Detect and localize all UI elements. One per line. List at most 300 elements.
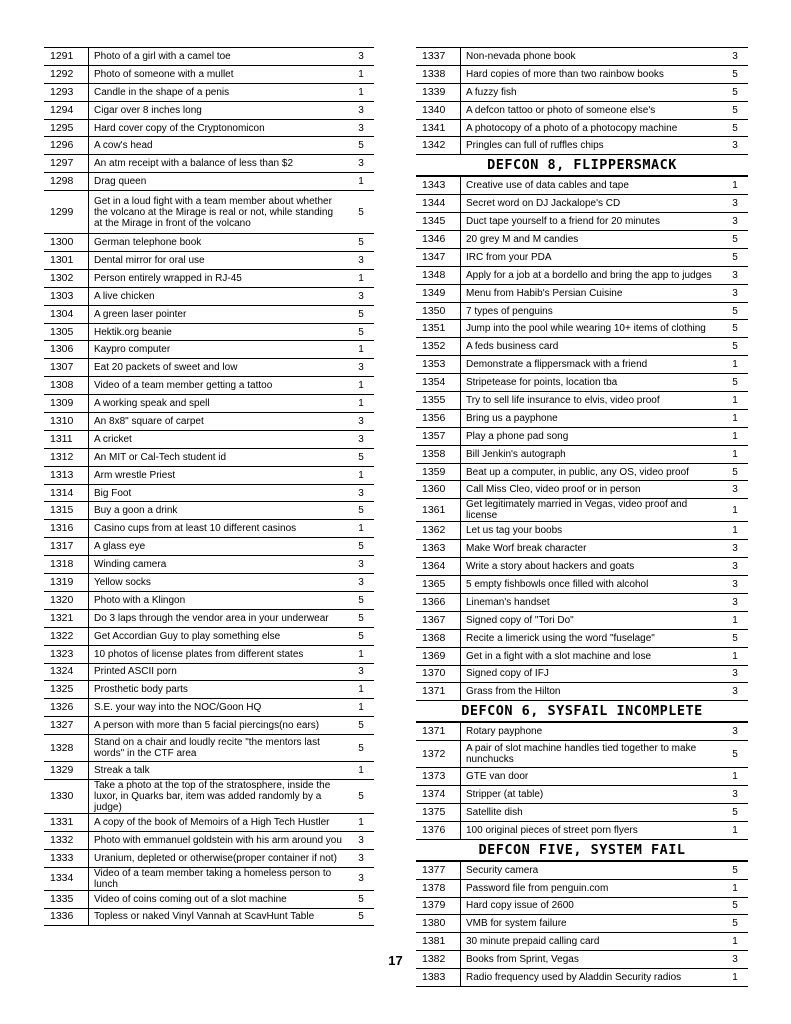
item-description: Secret word on DJ Jackalope's CD: [461, 195, 723, 213]
item-number: 1376: [416, 821, 461, 839]
item-description: Signed copy of IFJ: [461, 665, 723, 683]
item-points: 5: [722, 463, 748, 481]
item-number: 1323: [44, 645, 89, 663]
item-points: 5: [348, 717, 374, 735]
item-description: Stripper (at table): [461, 786, 723, 804]
item-description: 30 minute prepaid calling card: [461, 933, 723, 951]
item-number: 1300: [44, 234, 89, 252]
item-number: 1379: [416, 897, 461, 915]
item-row: [416, 374, 748, 392]
item-points: 3: [348, 484, 374, 502]
item-description: Apply for a job at a bordello and bring the app to judges: [461, 266, 723, 284]
item-row: [44, 849, 374, 867]
item-points: 5: [348, 448, 374, 466]
item-points: 5: [348, 234, 374, 252]
item-description: S.E. your way into the NOC/Goon HQ: [89, 699, 349, 717]
right-column: [416, 47, 748, 987]
item-points: 5: [722, 65, 748, 83]
item-points: 1: [348, 681, 374, 699]
item-row: [44, 155, 374, 173]
item-description: Jump into the pool while wearing 10+ items of clothing: [461, 320, 723, 338]
item-row: [44, 323, 374, 341]
item-points: 1: [722, 445, 748, 463]
item-points: 3: [348, 413, 374, 431]
item-description: 5 empty fishbowls once filled with alcohol: [461, 576, 723, 594]
item-row: [44, 813, 374, 831]
item-number: 1349: [416, 284, 461, 302]
item-description: 7 types of penguins: [461, 302, 723, 320]
item-number: 1381: [416, 933, 461, 951]
item-row: [44, 83, 374, 101]
item-points: 3: [722, 213, 748, 231]
item-number: 1368: [416, 629, 461, 647]
item-row: [416, 101, 748, 119]
item-description: 10 photos of license plates from different states: [89, 645, 349, 663]
item-number: 1364: [416, 558, 461, 576]
item-row: [44, 645, 374, 663]
item-row: [44, 413, 374, 431]
item-description: Video of a team member taking a homeless person to lunch: [89, 867, 349, 890]
item-number: 1334: [44, 867, 89, 890]
section-header-defcon6: DEFCON 6, SYSFAIL INCOMPLETE: [416, 701, 748, 722]
item-points: 3: [348, 849, 374, 867]
item-points: 1: [348, 699, 374, 717]
item-description: Books from Sprint, Vegas: [461, 951, 723, 969]
item-description: Do 3 laps through the vendor area in your underwear: [89, 609, 349, 627]
item-points: 3: [348, 574, 374, 592]
item-number: 1326: [44, 699, 89, 717]
item-points: 3: [348, 119, 374, 137]
item-number: 1353: [416, 356, 461, 374]
item-row: [44, 867, 374, 890]
item-number: 1367: [416, 611, 461, 629]
item-description: An atm receipt with a balance of less than $2: [89, 155, 349, 173]
item-row: [44, 699, 374, 717]
item-description: Take a photo at the top of the stratosphere, inside the luxor, in Quarks bar, item was added randomly by a judge): [89, 779, 349, 813]
item-points: 3: [722, 665, 748, 683]
item-row: [44, 48, 374, 66]
item-number: 1304: [44, 305, 89, 323]
item-number: 1299: [44, 191, 89, 234]
item-number: 1359: [416, 463, 461, 481]
item-description: A photocopy of a photo of a photocopy machine: [461, 119, 723, 137]
item-row: [416, 540, 748, 558]
item-description: 20 grey M and M candies: [461, 231, 723, 249]
item-points: 3: [348, 867, 374, 890]
item-points: 5: [348, 137, 374, 155]
item-row: [416, 302, 748, 320]
item-description: Hektik.org beanie: [89, 323, 349, 341]
item-description: Printed ASCII porn: [89, 663, 349, 681]
item-description: Play a phone pad song: [461, 427, 723, 445]
item-row: [416, 195, 748, 213]
item-number: 1302: [44, 269, 89, 287]
item-points: 5: [722, 861, 748, 879]
item-description: Non-nevada phone book: [461, 48, 723, 66]
item-row: [416, 558, 748, 576]
item-number: 1328: [44, 735, 89, 762]
item-description: VMB for system failure: [461, 915, 723, 933]
item-description: A live chicken: [89, 287, 349, 305]
item-number: 1297: [44, 155, 89, 173]
item-number: 1336: [44, 908, 89, 926]
item-points: 3: [722, 195, 748, 213]
item-points: 3: [348, 155, 374, 173]
items-table-right-c: [416, 722, 748, 839]
item-number: 1370: [416, 665, 461, 683]
item-description: A copy of the book of Memoirs of a High Tech Hustler: [89, 813, 349, 831]
item-description: Let us tag your boobs: [461, 522, 723, 540]
item-points: 3: [348, 287, 374, 305]
item-row: [416, 647, 748, 665]
item-number: 1338: [416, 65, 461, 83]
item-description: Call Miss Cleo, video proof or in person: [461, 481, 723, 499]
item-number: 1377: [416, 861, 461, 879]
item-row: [44, 359, 374, 377]
item-points: 1: [722, 499, 748, 522]
item-number: 1372: [416, 741, 461, 768]
item-row: [416, 933, 748, 951]
item-points: 5: [722, 803, 748, 821]
item-row: [44, 735, 374, 762]
item-row: [416, 786, 748, 804]
items-table-right-d: [416, 861, 748, 987]
item-row: [416, 177, 748, 195]
item-number: 1362: [416, 522, 461, 540]
item-number: 1292: [44, 65, 89, 83]
item-description: Winding camera: [89, 556, 349, 574]
item-points: 3: [348, 48, 374, 66]
item-number: 1330: [44, 779, 89, 813]
item-points: 3: [348, 252, 374, 270]
item-row: [416, 48, 748, 66]
item-description: Eat 20 packets of sweet and low: [89, 359, 349, 377]
item-description: Duct tape yourself to a friend for 20 minutes: [461, 213, 723, 231]
item-number: 1310: [44, 413, 89, 431]
item-points: 1: [348, 466, 374, 484]
item-points: 5: [348, 502, 374, 520]
item-points: 1: [348, 813, 374, 831]
item-number: 1318: [44, 556, 89, 574]
item-description: Grass from the Hilton: [461, 683, 723, 701]
item-number: 1346: [416, 231, 461, 249]
item-number: 1375: [416, 803, 461, 821]
item-number: 1314: [44, 484, 89, 502]
item-description: A fuzzy fish: [461, 83, 723, 101]
item-number: 1319: [44, 574, 89, 592]
item-points: 5: [348, 323, 374, 341]
item-row: [44, 287, 374, 305]
item-description: Big Foot: [89, 484, 349, 502]
item-row: [44, 717, 374, 735]
item-points: 1: [722, 821, 748, 839]
item-row: [416, 445, 748, 463]
item-number: 1339: [416, 83, 461, 101]
item-description: Photo of a girl with a camel toe: [89, 48, 349, 66]
item-row: [44, 252, 374, 270]
item-description: A pair of slot machine handles tied together to make nunchucks: [461, 741, 723, 768]
item-number: 1309: [44, 395, 89, 413]
item-points: 3: [722, 137, 748, 155]
item-row: [44, 395, 374, 413]
item-number: 1365: [416, 576, 461, 594]
item-row: [416, 65, 748, 83]
item-description: GTE van door: [461, 768, 723, 786]
item-description: Yellow socks: [89, 574, 349, 592]
page-number: 17: [388, 953, 403, 968]
item-points: 3: [722, 576, 748, 594]
item-description: Buy a goon a drink: [89, 502, 349, 520]
item-description: A feds business card: [461, 338, 723, 356]
item-row: [416, 576, 748, 594]
item-row: [44, 448, 374, 466]
item-row: [416, 284, 748, 302]
item-number: 1347: [416, 248, 461, 266]
item-description: Password file from penguin.com: [461, 879, 723, 897]
item-description: Kaypro computer: [89, 341, 349, 359]
item-points: 5: [348, 627, 374, 645]
item-description: Demonstrate a flippersmack with a friend: [461, 356, 723, 374]
item-number: 1329: [44, 762, 89, 780]
item-description: Prosthetic body parts: [89, 681, 349, 699]
item-row: [416, 499, 748, 522]
item-row: [416, 665, 748, 683]
item-row: [416, 119, 748, 137]
item-description: Get in a loud fight with a team member about whether the volcano at the Mirage is real or not, while standing at the Mirage in front of the volcano: [89, 191, 349, 234]
item-description: Get in a fight with a slot machine and lose: [461, 647, 723, 665]
item-row: [44, 191, 374, 234]
item-description: Hard copy issue of 2600: [461, 897, 723, 915]
item-description: German telephone book: [89, 234, 349, 252]
item-points: 5: [348, 609, 374, 627]
item-row: [44, 502, 374, 520]
item-number: 1294: [44, 101, 89, 119]
item-points: 1: [348, 83, 374, 101]
item-description: Stand on a chair and loudly recite "the mentors last words" in the CTF area: [89, 735, 349, 762]
item-row: [416, 611, 748, 629]
item-points: 5: [348, 591, 374, 609]
item-description: A cow's head: [89, 137, 349, 155]
item-row: [416, 392, 748, 410]
item-number: 1382: [416, 951, 461, 969]
items-table-left: [44, 47, 374, 926]
item-description: Pringles can full of ruffles chips: [461, 137, 723, 155]
item-row: [44, 779, 374, 813]
item-row: [416, 137, 748, 155]
item-row: [44, 341, 374, 359]
item-number: 1355: [416, 392, 461, 410]
item-description: A green laser pointer: [89, 305, 349, 323]
item-points: 1: [722, 409, 748, 427]
item-number: 1325: [44, 681, 89, 699]
item-row: [44, 831, 374, 849]
item-points: 5: [722, 374, 748, 392]
item-description: Topless or naked Vinyl Vannah at ScavHunt Table: [89, 908, 349, 926]
item-points: 1: [722, 392, 748, 410]
item-row: [416, 522, 748, 540]
item-number: 1374: [416, 786, 461, 804]
item-points: 5: [348, 305, 374, 323]
item-row: [44, 609, 374, 627]
item-description: Get Accordian Guy to play something else: [89, 627, 349, 645]
item-number: 1345: [416, 213, 461, 231]
item-number: 1360: [416, 481, 461, 499]
item-points: 1: [722, 522, 748, 540]
item-points: 5: [722, 320, 748, 338]
item-points: 5: [722, 119, 748, 137]
item-number: 1343: [416, 177, 461, 195]
item-points: 5: [348, 735, 374, 762]
item-points: 5: [722, 741, 748, 768]
item-row: [44, 484, 374, 502]
item-points: 1: [348, 645, 374, 663]
item-number: 1333: [44, 849, 89, 867]
item-row: [44, 65, 374, 83]
item-description: Satellite dish: [461, 803, 723, 821]
item-row: [416, 821, 748, 839]
item-description: Casino cups from at least 10 different casinos: [89, 520, 349, 538]
item-row: [44, 890, 374, 908]
item-number: 1361: [416, 499, 461, 522]
item-points: 5: [722, 83, 748, 101]
item-number: 1337: [416, 48, 461, 66]
item-number: 1335: [44, 890, 89, 908]
item-description: Drag queen: [89, 173, 349, 191]
item-points: 5: [722, 302, 748, 320]
item-points: 3: [348, 663, 374, 681]
item-row: [44, 663, 374, 681]
item-points: 1: [348, 173, 374, 191]
item-row: [44, 137, 374, 155]
item-row: [416, 409, 748, 427]
item-description: A person with more than 5 facial piercings(no ears): [89, 717, 349, 735]
item-row: [416, 969, 748, 987]
item-description: A defcon tattoo or photo of someone else's: [461, 101, 723, 119]
item-number: 1358: [416, 445, 461, 463]
item-number: 1322: [44, 627, 89, 645]
item-row: [44, 538, 374, 556]
item-points: 1: [348, 269, 374, 287]
item-points: 3: [348, 101, 374, 119]
item-points: 1: [348, 65, 374, 83]
item-row: [44, 681, 374, 699]
item-number: 1293: [44, 83, 89, 101]
item-number: 1383: [416, 969, 461, 987]
item-number: 1352: [416, 338, 461, 356]
item-points: 3: [722, 558, 748, 576]
item-row: [416, 320, 748, 338]
item-row: [44, 173, 374, 191]
item-row: [416, 338, 748, 356]
item-number: 1316: [44, 520, 89, 538]
item-points: 3: [722, 683, 748, 701]
item-row: [44, 591, 374, 609]
item-description: Streak a talk: [89, 762, 349, 780]
item-number: 1356: [416, 409, 461, 427]
item-description: Cigar over 8 inches long: [89, 101, 349, 119]
item-points: 3: [348, 430, 374, 448]
item-number: 1311: [44, 430, 89, 448]
item-description: Arm wrestle Priest: [89, 466, 349, 484]
item-number: 1363: [416, 540, 461, 558]
item-description: Beat up a computer, in public, any OS, video proof: [461, 463, 723, 481]
item-points: 3: [722, 48, 748, 66]
item-description: An MIT or Cal-Tech student id: [89, 448, 349, 466]
item-description: Candle in the shape of a penis: [89, 83, 349, 101]
item-row: [44, 430, 374, 448]
item-description: A cricket: [89, 430, 349, 448]
item-row: [44, 377, 374, 395]
item-number: 1331: [44, 813, 89, 831]
item-number: 1298: [44, 173, 89, 191]
item-description: Try to sell life insurance to elvis, video proof: [461, 392, 723, 410]
item-row: [44, 101, 374, 119]
item-number: 1291: [44, 48, 89, 66]
item-row: [416, 879, 748, 897]
item-points: 3: [722, 540, 748, 558]
item-number: 1317: [44, 538, 89, 556]
item-points: 3: [348, 359, 374, 377]
item-number: 1296: [44, 137, 89, 155]
item-points: 5: [348, 890, 374, 908]
item-description: Rotary payphone: [461, 723, 723, 741]
item-number: 1366: [416, 593, 461, 611]
item-row: [416, 427, 748, 445]
item-number: 1340: [416, 101, 461, 119]
item-points: 1: [722, 969, 748, 987]
item-row: [44, 520, 374, 538]
item-number: 1373: [416, 768, 461, 786]
item-points: 1: [348, 341, 374, 359]
item-points: 1: [722, 879, 748, 897]
item-row: [416, 231, 748, 249]
section-header-defcon5: DEFCON FIVE, SYSTEM FAIL: [416, 840, 748, 861]
item-points: 1: [722, 427, 748, 445]
item-number: 1378: [416, 879, 461, 897]
item-points: 3: [722, 481, 748, 499]
item-description: Hard cover copy of the Cryptonomicon: [89, 119, 349, 137]
item-points: 1: [722, 177, 748, 195]
item-description: Uranium, depleted or otherwise(proper container if not): [89, 849, 349, 867]
item-row: [416, 723, 748, 741]
item-number: 1332: [44, 831, 89, 849]
item-row: [416, 915, 748, 933]
item-row: [416, 768, 748, 786]
item-points: 1: [722, 647, 748, 665]
item-points: 1: [722, 356, 748, 374]
item-description: A glass eye: [89, 538, 349, 556]
item-number: 1327: [44, 717, 89, 735]
item-row: [416, 629, 748, 647]
item-number: 1351: [416, 320, 461, 338]
item-row: [416, 463, 748, 481]
item-description: Person entirely wrapped in RJ-45: [89, 269, 349, 287]
item-number: 1308: [44, 377, 89, 395]
item-row: [44, 627, 374, 645]
section-header-defcon8: DEFCON 8, FLIPPERSMACK: [416, 155, 748, 176]
item-description: Video of a team member getting a tattoo: [89, 377, 349, 395]
item-row: [44, 305, 374, 323]
item-number: 1371: [416, 723, 461, 741]
item-description: Dental mirror for oral use: [89, 252, 349, 270]
item-description: 100 original pieces of street porn flyers: [461, 821, 723, 839]
item-row: [416, 266, 748, 284]
item-row: [416, 683, 748, 701]
item-points: 5: [722, 629, 748, 647]
item-description: Security camera: [461, 861, 723, 879]
item-description: Recite a limerick using the word "fuselage": [461, 629, 723, 647]
item-description: Menu from Habib's Persian Cuisine: [461, 284, 723, 302]
